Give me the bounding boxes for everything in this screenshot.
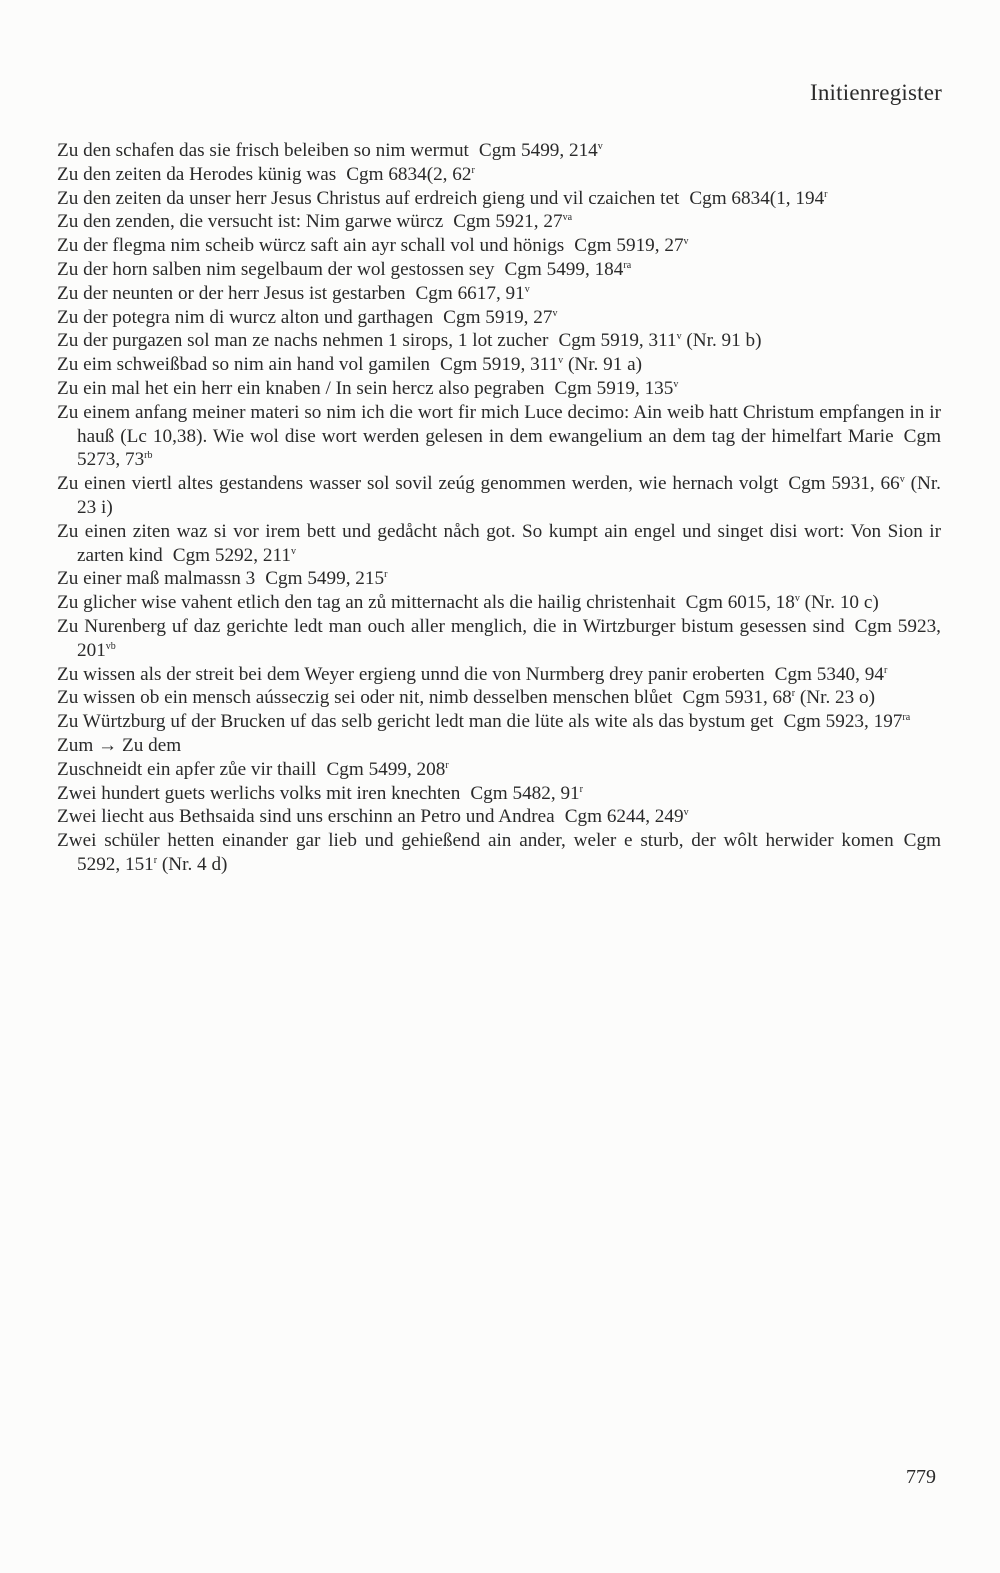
entry-folio-side: v: [676, 331, 682, 343]
entry-shelfmark-folio: Cgm 5923, 201: [77, 615, 941, 661]
entry-shelfmark-folio: Cgm 5919, 311: [440, 354, 559, 376]
entry-incipit: Zu glicher wise vahent etlich den tag an zů mitternacht als die hailig christenhait: [57, 592, 676, 614]
register-entry: [57, 567, 941, 591]
entry-shelfmark: [440, 354, 642, 375]
entry-folio-side: v: [683, 807, 689, 819]
entry-incipit: Zwei hundert guets werlichs volks mit iren knechten: [57, 782, 461, 804]
entry-incipit: Zu den zeiten da unser herr Jesus Christus auf erdreich gieng und vil czaichen tet: [57, 187, 680, 209]
entry-shelfmark-folio: Cgm 5919, 27: [443, 306, 553, 328]
entry-folio-side: v: [597, 141, 603, 152]
entry-number-note: (Nr. 10 c): [804, 592, 879, 614]
entry-incipit: Zu der flegma nim scheib würcz saft ain ayr schall vol und hönigs: [57, 235, 565, 257]
register-entry: [57, 282, 941, 306]
entry-shelfmark-folio: Cgm 6015, 18: [685, 592, 795, 614]
register-entry: [57, 472, 941, 520]
entry-incipit: Zu den zenden, die versucht ist: Nim garwe würcz: [57, 211, 444, 233]
entry-folio-side: va: [562, 212, 573, 224]
entry-folio-side: v: [558, 355, 564, 367]
entry-number-note: (Nr. 23 i): [77, 473, 941, 518]
register-entry: [57, 210, 941, 234]
entry-shelfmark-folio: Cgm 5919, 135: [554, 377, 674, 399]
register-entry: [57, 329, 941, 353]
running-head: Initienregister: [809, 80, 942, 105]
register-entry: [57, 258, 941, 282]
entry-shelfmark-folio: Cgm 5499, 208: [326, 758, 446, 780]
entry-shelfmark: [689, 188, 827, 209]
register-entry: [57, 686, 941, 710]
entry-incipit: Zu der horn salben nim segelbaum der wol gestossen sey: [57, 258, 495, 280]
entry-shelfmark: [554, 378, 678, 399]
entry-folio-side: vb: [105, 640, 116, 652]
entry-folio-side: r: [471, 164, 475, 176]
entry-shelfmark-folio: Cgm 5499, 184: [504, 258, 624, 280]
register-entry: [57, 401, 941, 472]
register-entry: [57, 758, 941, 782]
entry-folio-side: r: [384, 569, 388, 581]
entry-shelfmark-folio: Cgm 5292, 211: [172, 544, 291, 566]
entry-shelfmark-folio: Cgm 5482, 91: [470, 782, 580, 804]
entry-folio-side: ra: [623, 259, 632, 271]
register-entry: [57, 805, 941, 829]
entry-incipit: Zu einem anfang meiner materi so nim ich die wort fir mich Luce decimo: Ain weib hatt Christum empfangen in ir hauß (Lc 10,38). Wie wol dise wort werden gelesen in dem ewangelium an dem tag der himelfart Marie: [57, 401, 941, 447]
register-entry: [57, 353, 941, 377]
entry-shelfmark-folio: Cgm 6617, 91: [415, 282, 525, 304]
register-entry: [57, 187, 941, 211]
entry-shelfmark-folio: Cgm 6244, 249: [564, 806, 684, 828]
page-number: 779: [906, 1466, 936, 1488]
entry-incipit: Zu den schafen das sie frisch beleiben so nim wermut: [57, 140, 469, 161]
entry-shelfmark-folio: Cgm 6834(2, 62: [346, 163, 472, 185]
entry-folio-side: v: [683, 236, 689, 248]
entry-folio-side: rb: [144, 450, 153, 462]
entry-folio-side: v: [673, 378, 679, 390]
entry-number-note: (Nr. 4 d): [161, 853, 228, 875]
entry-shelfmark: [682, 687, 875, 708]
entry-shelfmark: [453, 211, 572, 232]
entry-folio-side: v: [794, 593, 800, 605]
register-entry: [57, 234, 941, 258]
register-entry: [57, 782, 941, 806]
register-entry: [57, 139, 941, 163]
entry-incipit: Zu eim schweißbad so nim ain hand vol gamilen: [57, 354, 431, 376]
entry-shelfmark: [265, 568, 387, 589]
register-entry: [57, 663, 941, 687]
entry-shelfmark-folio: Cgm 5499, 214: [478, 140, 598, 161]
entry-incipit: Zwei liecht aus Bethsaida sind uns erschinn an Petro und Andrea: [57, 806, 555, 828]
entry-shelfmark-folio: Cgm 5919, 27: [574, 235, 684, 257]
entry-incipit: Zu wissen ob ein mensch aússeczig sei oder nit, nimb desselben menschen blůet: [57, 687, 673, 709]
entry-shelfmark: [346, 164, 475, 185]
entry-shelfmark-folio: Cgm 5499, 215: [265, 568, 385, 590]
entry-shelfmark: [173, 545, 296, 566]
entry-folio-side: r: [579, 783, 583, 795]
register-entry: [57, 710, 941, 734]
entry-incipit: Zu den zeiten da Herodes künig was: [57, 163, 337, 185]
entry-number-note: (Nr. 91 b): [686, 330, 762, 352]
register-entry: [57, 163, 941, 187]
entry-folio-side: r: [445, 759, 449, 771]
entry-shelfmark-folio: Cgm 5273, 73: [77, 425, 941, 471]
entry-shelfmark-folio: Cgm 5921, 27: [453, 211, 563, 233]
entry-folio-side: r: [883, 664, 888, 676]
entry-shelfmark: [479, 140, 603, 161]
entry-incipit: Zuschneidt ein apfer zůe vir thaill: [57, 758, 317, 780]
entry-incipit: Zu der neunten or der herr Jesus ist gestarben: [57, 282, 406, 304]
entry-shelfmark: [470, 783, 583, 804]
entry-shelfmark: [504, 259, 631, 280]
entry-folio-side: v: [290, 545, 296, 557]
entry-shelfmark-folio: Cgm 5340, 94: [774, 663, 884, 685]
register-entry: [57, 615, 941, 663]
entry-shelfmark: [574, 235, 688, 256]
entry-folio-side: v: [899, 474, 905, 486]
register-entry: [57, 591, 941, 615]
entry-incipit: Zum → Zu dem: [57, 734, 182, 756]
entry-shelfmark-folio: Cgm 6834(1, 194: [689, 187, 825, 209]
entry-shelfmark: [775, 664, 888, 685]
entry-incipit: Zu der purgazen sol man ze nachs nehmen 1 sirops, 1 lot zucher: [57, 330, 549, 352]
entry-incipit: Zu ein mal het ein herr ein knaben / In sein hercz also pegraben: [57, 377, 545, 399]
initien-register-list: [57, 139, 941, 877]
entry-incipit: Zu einen viertl altes gestandens wasser sol sovil zeúg genommen werden, wie hernach volgt: [57, 473, 779, 495]
entry-folio-side: r: [153, 854, 158, 866]
entry-folio-side: ra: [902, 712, 911, 724]
entry-shelfmark-folio: Cgm 5292, 151: [77, 830, 941, 875]
entry-shelfmark: [565, 806, 689, 827]
entry-incipit: Zu wissen als der streit bei dem Weyer ergieng unnd die von Nurmberg drey panir eroberten: [57, 663, 765, 685]
entry-shelfmark: [326, 759, 448, 780]
entry-shelfmark: [443, 307, 557, 328]
entry-incipit: Zu einen ziten waz si vor irem bett und gedåcht nåch got. So kumpt ain engel und singet disi wort: Von Sion ir zarten kind: [57, 520, 941, 566]
entry-shelfmark: [415, 283, 529, 304]
entry-shelfmark-folio: Cgm 5931, 66: [788, 473, 900, 495]
entry-incipit: Zu der potegra nim di wurcz alton und garthagen: [57, 306, 434, 328]
entry-shelfmark-folio: Cgm 5923, 197: [783, 711, 903, 733]
entry-incipit: Zu einer maß malmassn 3: [57, 568, 256, 590]
register-entry: [57, 829, 941, 877]
entry-folio-side: v: [524, 283, 530, 295]
register-entry: [57, 734, 941, 758]
entry-folio-side: r: [824, 188, 828, 200]
entry-folio-side: v: [552, 307, 558, 319]
register-entry: [57, 306, 941, 330]
entry-shelfmark: [784, 711, 911, 732]
entry-shelfmark-folio: Cgm 5919, 311: [558, 330, 677, 352]
entry-incipit: Zu Nurenberg uf daz gerichte ledt man ouch aller menglich, die in Wirtzburger bistum gesessen sind: [57, 615, 845, 637]
entry-incipit: Zu Würtzburg uf der Brucken uf das selb gericht ledt man die lüte als wite als das bystum get: [57, 711, 774, 733]
entry-shelfmark-folio: Cgm 5931, 68: [682, 687, 792, 709]
entry-number-note: (Nr. 23 o): [799, 687, 876, 709]
register-entry: [57, 520, 941, 568]
register-entry: [57, 377, 941, 401]
entry-shelfmark: [686, 592, 879, 613]
entry-folio-side: r: [791, 688, 796, 700]
entry-shelfmark: [558, 330, 761, 351]
entry-incipit: Zwei schüler hetten einander gar lieb und gehießend ain ander, weler e sturb, der wôlt herwider komen: [57, 830, 894, 852]
entry-number-note: (Nr. 91 a): [567, 354, 643, 376]
